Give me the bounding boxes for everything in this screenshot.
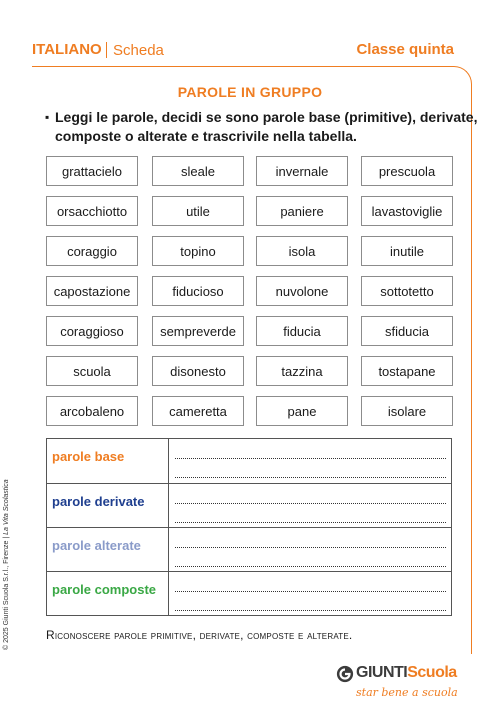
giunti-logo-icon: [336, 665, 354, 683]
instruction-line-1: Leggi le parole, decidi se sono parole base (primitive), derivate,: [55, 109, 478, 125]
section-label: Scheda: [113, 42, 164, 59]
table-row: [47, 483, 451, 527]
answer-line[interactable]: [175, 477, 446, 478]
word-card: orsacchiotto: [46, 196, 138, 226]
table-row: [47, 571, 451, 615]
category-label: parole alterate: [52, 538, 141, 553]
exercise-title: PAROLE IN GRUPPO: [177, 84, 323, 100]
table-row: [47, 439, 451, 483]
word-card: disonesto: [152, 356, 244, 386]
word-card: sempreverde: [152, 316, 244, 346]
word-card: fiducia: [256, 316, 348, 346]
word-card: utile: [152, 196, 244, 226]
answer-line[interactable]: [175, 503, 446, 504]
magazine-name: La Vita Scolastica: [3, 479, 10, 535]
category-label: parole base: [52, 449, 125, 464]
grade-label: Classe quinta: [356, 41, 454, 58]
word-card: coraggio: [46, 236, 138, 266]
word-card: inutile: [361, 236, 453, 266]
giunti-scuola-logo: [336, 664, 466, 704]
header-separator: [106, 42, 107, 58]
answer-line[interactable]: [175, 547, 446, 548]
word-card: sfiducia: [361, 316, 453, 346]
category-label: parole composte: [52, 582, 157, 597]
word-card: prescuola: [361, 156, 453, 186]
answer-line[interactable]: [175, 458, 446, 459]
word-card: grattacielo: [46, 156, 138, 186]
word-card: lavastoviglie: [361, 196, 453, 226]
word-card: arcobaleno: [46, 396, 138, 426]
exercise-instruction: [45, 108, 478, 146]
word-card: sottotetto: [361, 276, 453, 306]
word-card: sleale: [152, 156, 244, 186]
category-cell: [47, 528, 169, 571]
word-card: capostazione: [46, 276, 138, 306]
word-card: tazzina: [256, 356, 348, 386]
answer-line[interactable]: [175, 522, 446, 523]
category-cell: [47, 439, 169, 483]
bullet-icon: ▪: [45, 110, 50, 124]
category-cell: [47, 484, 169, 527]
logo-wordmark: [356, 664, 457, 682]
subject-label: ITALIANO: [32, 41, 102, 58]
answer-line[interactable]: [175, 591, 446, 592]
word-card: fiducioso: [152, 276, 244, 306]
learning-objective: Riconoscere parole primitive, derivate, composte e alterate.: [46, 628, 353, 642]
word-grid: [46, 156, 456, 426]
word-card: paniere: [256, 196, 348, 226]
word-card: isola: [256, 236, 348, 266]
page-header: [32, 41, 454, 61]
word-card: pane: [256, 396, 348, 426]
logo-tagline: star bene a scuola: [356, 686, 458, 699]
table-row: [47, 527, 451, 571]
word-card: topino: [152, 236, 244, 266]
copyright-text: © 2025 Giunti Scuola S.r.l., Firenze |: [3, 534, 10, 650]
category-cell: [47, 572, 169, 615]
word-card: tostapane: [361, 356, 453, 386]
answer-line[interactable]: [175, 610, 446, 611]
word-card: cameretta: [152, 396, 244, 426]
answer-line[interactable]: [175, 566, 446, 567]
category-label: parole derivate: [52, 494, 145, 509]
instruction-line-2: composte o alterate e trascrivile nella tabella.: [55, 128, 357, 144]
word-card: scuola: [46, 356, 138, 386]
word-card: nuvolone: [256, 276, 348, 306]
word-card: coraggioso: [46, 316, 138, 346]
logo-brand-text: GIUNTI: [356, 664, 408, 681]
word-card: invernale: [256, 156, 348, 186]
logo-brand-accent: Scuola: [407, 664, 457, 681]
word-card: isolare: [361, 396, 453, 426]
classification-table: [46, 438, 452, 616]
